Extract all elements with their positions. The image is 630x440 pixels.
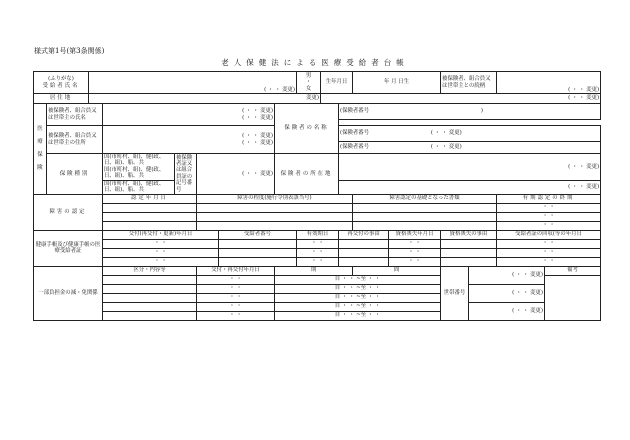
address-label: 居住地: [34, 94, 89, 104]
furigana-label: (ふりがな): [48, 76, 74, 83]
pocket-valid-2[interactable]: ・ ・: [297, 248, 339, 257]
disability-date-2[interactable]: [103, 212, 197, 221]
copay-header-period-1: 期: [275, 266, 353, 275]
pocket-lost-reason-2[interactable]: [441, 248, 497, 257]
card-symbol-label: 被保険者証又は組合員証の記号番号: [175, 154, 197, 195]
copay-issue-3[interactable]: ・ ・: [197, 293, 275, 302]
insurer-number-2[interactable]: (保険者番号 ( ・ ・ 変更): [339, 126, 601, 142]
form-number: 様式第1号(第3条関係): [34, 47, 105, 55]
insurer-name-label: 保険者の名称: [275, 104, 339, 154]
copay-category-3[interactable]: [103, 293, 197, 302]
name-change-date: ( ・ ・ 変更): [264, 86, 296, 93]
card-symbol-field[interactable]: ( ・ ・ 変更): [197, 154, 275, 195]
gender-male: 男: [305, 72, 312, 79]
disability-degree-1[interactable]: [197, 203, 353, 212]
relation-label: 被保険者、組合員又は世帯主との続柄: [441, 72, 497, 94]
address-change-1: 変更): [306, 95, 320, 102]
insured-addr-change-2: ( ・ ・ 変更): [242, 139, 273, 146]
pocket-reissue-2[interactable]: [339, 248, 389, 257]
pocket-lost-reason-1[interactable]: [441, 239, 497, 248]
relation-change-date: ( ・ ・ 変更): [568, 86, 600, 93]
insured-addr-change-1: ( ・ ・ 変更): [242, 133, 273, 140]
copay-period-2[interactable]: 自 ・ ・ ~至 ・ ・: [275, 284, 441, 293]
disability-label: 障害の認定: [34, 194, 103, 230]
disability-header-date: 認定年月日: [103, 194, 197, 203]
pocket-lost-date-3[interactable]: ・ ・: [389, 257, 441, 266]
disability-docs-2[interactable]: [353, 212, 497, 221]
pocket-valid-1[interactable]: ・ ・: [297, 239, 339, 248]
disability-end-2[interactable]: ・ ・: [497, 212, 601, 221]
copay-category-1[interactable]: [103, 275, 197, 284]
disability-header-degree: 障害の程度(施行令別表該当号): [197, 194, 353, 203]
pocket-collect-2[interactable]: ・ ・: [497, 248, 601, 257]
insurer-addr-field-2[interactable]: ( ・ ・ 変更): [339, 180, 601, 194]
gender-female: 女: [305, 85, 312, 92]
disability-docs-3[interactable]: [353, 221, 497, 230]
pocket-header-reissue: 再交付の事由: [339, 230, 389, 239]
disability-degree-2[interactable]: [197, 212, 353, 221]
pocket-header-lost-reason: 資格喪失の事由: [441, 230, 497, 239]
pocket-lost-reason-3[interactable]: [441, 257, 497, 266]
insurer-addr-field-1[interactable]: ( ・ ・ 変更): [339, 154, 601, 181]
copay-header-issue: 交付・再交付年月日: [197, 266, 275, 275]
copay-issue-2[interactable]: ・ ・: [197, 284, 275, 293]
insured-addr-field[interactable]: [103, 126, 275, 154]
copay-issue-1[interactable]: ・ ・: [197, 275, 275, 284]
insured-addr-label: 被保険者、組合員又は世帯主の住所: [47, 126, 103, 154]
disability-date-3[interactable]: [103, 221, 197, 230]
recipient-name-field[interactable]: [89, 72, 297, 94]
copay-category-5[interactable]: [103, 311, 197, 320]
address-field-2[interactable]: [321, 94, 601, 104]
pocket-lost-date-1[interactable]: ・ ・: [389, 239, 441, 248]
pocket-lost-date-2[interactable]: ・ ・: [389, 248, 441, 257]
insured-name-change-2: ( ・ ・ 変更): [242, 114, 273, 121]
pocket-number-1[interactable]: [219, 239, 297, 248]
remarks-field[interactable]: [545, 275, 601, 320]
pocket-valid-3[interactable]: ・ ・: [297, 257, 339, 266]
households-field-3[interactable]: ( ・ ・ 変更): [469, 302, 545, 320]
pocket-header-number: 受給者番号: [219, 230, 297, 239]
pocket-header-collect: 受給者証の回収(等の年月日: [497, 230, 601, 239]
households-field-2[interactable]: ( ・ ・ 変更): [469, 284, 545, 302]
page-title: 老人保健法による医療受給者台帳: [221, 58, 409, 67]
birth-label: 生年月日: [321, 72, 353, 94]
copay-issue-5[interactable]: ・ ・: [197, 311, 275, 320]
disability-header-docs: 障害認定の基礎となった書類: [353, 194, 497, 203]
pocket-issue-3[interactable]: ・ ・: [103, 257, 219, 266]
insured-name-change-1: ( ・ ・ 変更): [242, 108, 273, 115]
insured-name-label: 被保険者、組合員又は世帯主の氏名: [47, 104, 103, 126]
iryo-hoken-label: 医 療 保 険: [34, 104, 47, 195]
copay-label: 一部負担金の減・免関係: [34, 266, 103, 320]
disability-date-1[interactable]: [103, 203, 197, 212]
copay-header-category: 区分・内容等: [103, 266, 197, 275]
pocket-reissue-3[interactable]: [339, 257, 389, 266]
pocket-issue-1[interactable]: ・ ・: [103, 239, 219, 248]
ledger-table: [33, 71, 601, 321]
pocket-number-3[interactable]: [219, 257, 297, 266]
disability-end-3[interactable]: ・ ・: [497, 221, 601, 230]
pocket-number-2[interactable]: [219, 248, 297, 257]
disability-docs-1[interactable]: [353, 203, 497, 212]
address-change-2: ( ・ ・ 変更): [568, 95, 600, 102]
copay-header-period-2: 間: [353, 266, 441, 275]
copay-period-4[interactable]: 自 ・ ・ ~至 ・ ・: [275, 302, 441, 311]
households-label: 世帯番号: [441, 266, 469, 320]
disability-header-end: 有期認定の終期: [497, 194, 601, 203]
copay-period-5[interactable]: 自 ・ ・ ~至 ・ ・: [275, 311, 441, 320]
remarks-label: 備考: [545, 266, 601, 275]
disability-end-1[interactable]: ・ ・: [497, 203, 601, 212]
insurance-type-options-2[interactable]: 国(市町村、組)、健(政、日、組)、船、共: [103, 180, 175, 194]
pocket-header-valid: 有効期日: [297, 230, 339, 239]
insurance-type-label: 保険種別: [47, 154, 103, 195]
gender-field[interactable]: [297, 72, 321, 94]
copay-category-4[interactable]: [103, 302, 197, 311]
pocket-header-issue: 交付(再交付・更新)年月日: [103, 230, 219, 239]
insurance-type-options[interactable]: 国(市町村、組)、健(政、日、組)、船、共 国(市町村、組)、健(政、日、組)、船、共: [103, 154, 175, 181]
disability-degree-3[interactable]: [197, 221, 353, 230]
copay-period-3[interactable]: 自 ・ ・ ~至 ・ ・: [275, 293, 441, 302]
copay-category-2[interactable]: [103, 284, 197, 293]
pocket-reissue-1[interactable]: [339, 239, 389, 248]
insurer-number-3[interactable]: (保険者番号 ( ・ ・ 変更): [339, 142, 601, 154]
insured-name-field[interactable]: [103, 104, 275, 126]
pocket-label: 健康手帳及び健康手帳の医療受給者証: [34, 230, 103, 266]
pocket-collect-3[interactable]: ・ ・: [497, 257, 601, 266]
recipient-name-label: [34, 72, 89, 94]
pocket-issue-2[interactable]: ・ ・: [103, 248, 219, 257]
relation-field[interactable]: [497, 72, 601, 94]
copay-issue-4[interactable]: ・ ・: [197, 302, 275, 311]
pocket-collect-1[interactable]: ・ ・: [497, 239, 601, 248]
recipient-name-text: 受給者氏名: [42, 82, 80, 89]
pocket-header-lost-date: 資格喪失年月日: [389, 230, 441, 239]
address-field-1[interactable]: [89, 94, 321, 104]
copay-period-1[interactable]: 自 ・ ・ ~至 ・ ・: [275, 275, 441, 284]
households-field-1[interactable]: ( ・ ・ 変更): [469, 266, 545, 284]
insurer-number-1[interactable]: (保険者番号 ): [339, 104, 601, 120]
birth-date-field[interactable]: 年 月 日生: [353, 72, 441, 94]
insurer-addr-label: 保険者の所在地: [275, 154, 339, 195]
gender-dot: ・: [305, 79, 312, 86]
